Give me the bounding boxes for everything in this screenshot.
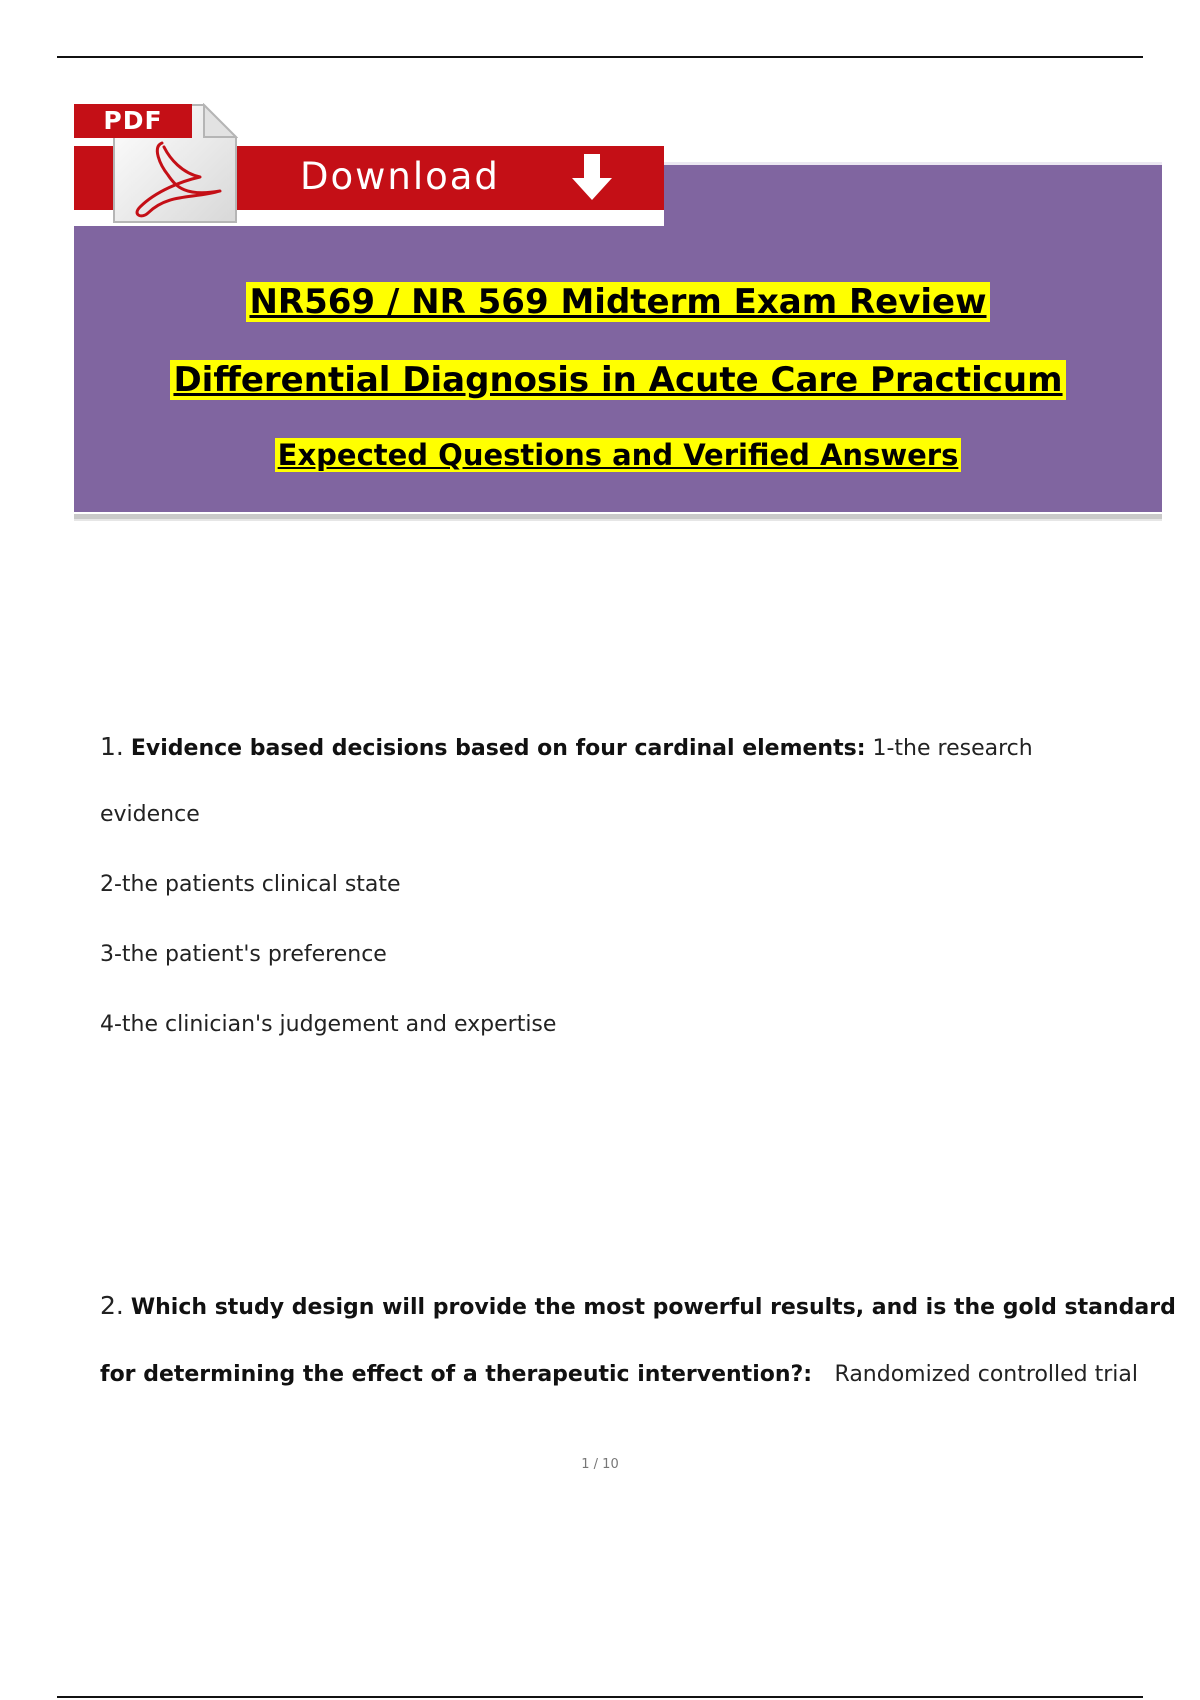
question-text: Evidence based decisions based on four cardinal elements: — [130, 736, 866, 761]
banner-top-edge — [664, 162, 1162, 165]
question-text: for determining the effect of a therapeutic intervention?: — [100, 1362, 813, 1387]
title-line-1 — [74, 282, 1162, 322]
title-line-2 — [74, 360, 1162, 400]
answer-text: 3-the patient's preference — [100, 942, 387, 967]
answer-line — [100, 942, 387, 967]
title-text-2: Differential Diagnosis in Acute Care Practicum — [170, 360, 1065, 400]
answer-text: Randomized controlled trial — [834, 1362, 1138, 1387]
page-indicator: 1 / 10 — [581, 1457, 619, 1472]
download-arrow-icon[interactable] — [570, 154, 614, 202]
question-1 — [100, 732, 1033, 761]
answer-line — [100, 1012, 556, 1037]
answer-line: 1-the research — [872, 736, 1033, 761]
title-text-1: NR569 / NR 569 Midterm Exam Review — [246, 282, 989, 322]
answer-line — [100, 802, 200, 827]
bottom-rule — [57, 1696, 1143, 1698]
answer-text: evidence — [100, 802, 200, 827]
title-line-3 — [74, 438, 1162, 472]
question-2-continued — [100, 1362, 1138, 1387]
question-text: Which study design will provide the most powerful results, and is the gold standard — [130, 1295, 1176, 1320]
question-2 — [100, 1291, 1176, 1320]
answer-text: 2-the patients clinical state — [100, 872, 401, 897]
answer-text: 4-the clinician's judgement and expertise — [100, 1012, 557, 1037]
top-rule — [57, 56, 1143, 58]
banner-shadow-light — [74, 519, 1162, 521]
question-number: 2. — [100, 1291, 124, 1320]
title-text-3: Expected Questions and Verified Answers — [275, 438, 962, 472]
answer-line — [100, 872, 401, 897]
question-number: 1. — [100, 732, 124, 761]
download-label[interactable]: Download — [300, 155, 500, 198]
pdf-badge: PDF — [74, 104, 192, 138]
